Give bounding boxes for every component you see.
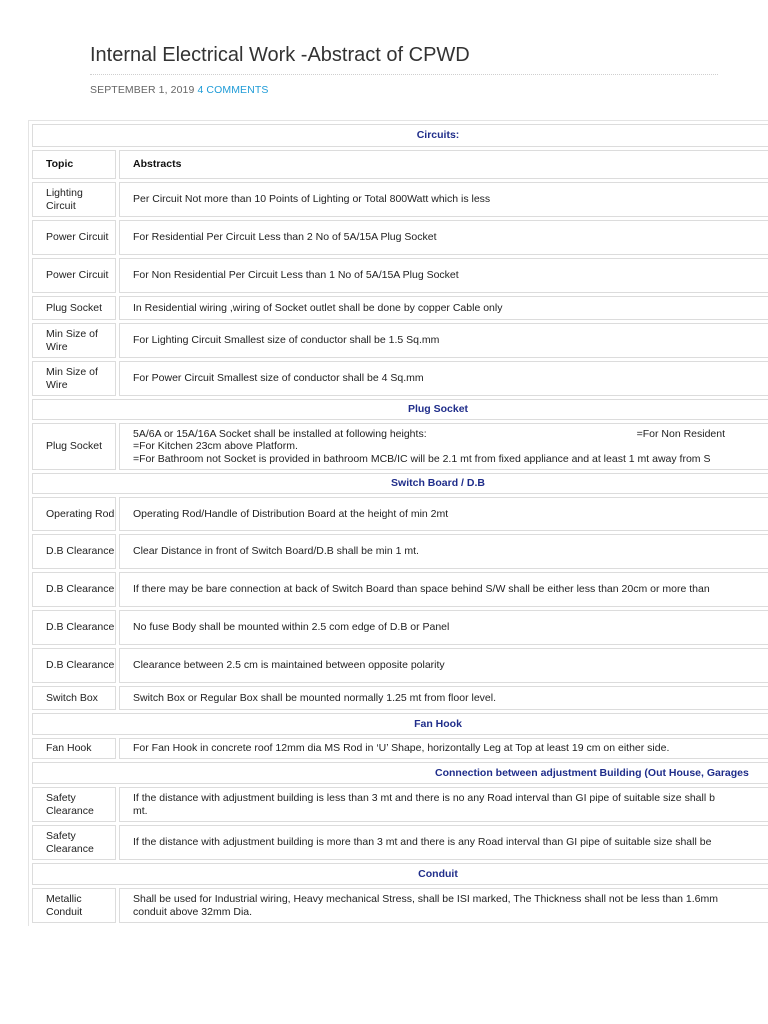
abstract-line: If the distance with adjustment building is less than 3 mt and there is no any Road interval than GI pipe of suitable size shall b bbox=[133, 792, 715, 804]
section-heading-circuits: Circuits: bbox=[32, 124, 768, 147]
table-row bbox=[32, 323, 768, 358]
table-row bbox=[32, 686, 768, 710]
row-topic: Min Size of Wire bbox=[32, 361, 116, 396]
abstract-line: mt. bbox=[133, 804, 148, 817]
row-topic: Metallic Conduit bbox=[32, 888, 116, 923]
section-row bbox=[32, 762, 768, 784]
table-row bbox=[32, 423, 768, 470]
post-meta bbox=[90, 84, 268, 96]
row-topic: Power Circuit bbox=[32, 220, 116, 255]
row-abstract: No fuse Body shall be mounted within 2.5 com edge of D.B or Panel bbox=[119, 610, 768, 645]
row-topic: Min Size of Wire bbox=[32, 323, 116, 358]
table-row bbox=[32, 497, 768, 531]
section-row bbox=[32, 863, 768, 885]
row-abstract: For Lighting Circuit Smallest size of conductor shall be 1.5 Sq.mm bbox=[119, 323, 768, 358]
table-row bbox=[32, 361, 768, 396]
row-abstract: Switch Box or Regular Box shall be mounted normally 1.25 mt from floor level. bbox=[119, 686, 768, 710]
table-row bbox=[32, 534, 768, 569]
abstract-line: Shall be used for Industrial wiring, Heavy mechanical Stress, shall be ISI marked, The Thickness shall not be less than 1.6mm bbox=[133, 893, 718, 905]
row-abstract: For Fan Hook in concrete roof 12mm dia MS Rod in ‘U’ Shape, horizontally Leg at Top at least 19 cm on either side. bbox=[119, 738, 768, 759]
row-abstract: If there may be bare connection at back of Switch Board than space behind S/W shall be either less than 20cm or more than bbox=[119, 572, 768, 607]
row-abstract: For Residential Per Circuit Less than 2 No of 5A/15A Plug Socket bbox=[119, 220, 768, 255]
row-topic: Safety Clearance bbox=[32, 825, 116, 860]
row-abstract bbox=[119, 787, 768, 822]
comments-link[interactable]: 4 COMMENTS bbox=[197, 84, 269, 96]
abstract-line-text: 5A/6A or 15A/16A Socket shall be installed at following heights: bbox=[133, 427, 427, 440]
abstract-table-container bbox=[28, 120, 768, 926]
row-abstract: For Power Circuit Smallest size of conductor shall be 4 Sq.mm bbox=[119, 361, 768, 396]
post-title: Internal Electrical Work -Abstract of CPWD bbox=[90, 44, 470, 66]
row-topic: D.B Clearance bbox=[32, 534, 116, 569]
row-topic: Power Circuit bbox=[32, 258, 116, 293]
abstract-line: =For Bathroom not Socket is provided in bathroom MCB/IC will be 2.1 mt from fixed appliance and at least 1 mt away from S bbox=[133, 452, 711, 465]
row-abstract: In Residential wiring ,wiring of Socket outlet shall be done by copper Cable only bbox=[119, 296, 768, 320]
table-row bbox=[32, 296, 768, 320]
row-topic: Fan Hook bbox=[32, 738, 116, 759]
abstract-line: conduit above 32mm Dia. bbox=[133, 905, 253, 918]
row-topic: D.B Clearance bbox=[32, 572, 116, 607]
table-row bbox=[32, 572, 768, 607]
row-abstract bbox=[119, 888, 768, 923]
row-abstract: Clear Distance in front of Switch Board/D.B shall be min 1 mt. bbox=[119, 534, 768, 569]
section-heading-plug-socket: Plug Socket bbox=[32, 399, 768, 420]
abstract-line: =For Kitchen 23cm above Platform. bbox=[133, 440, 298, 453]
row-abstract: For Non Residential Per Circuit Less than 1 No of 5A/15A Plug Socket bbox=[119, 258, 768, 293]
table-row bbox=[32, 610, 768, 645]
section-heading-switch-board: Switch Board / D.B bbox=[32, 473, 768, 494]
table-row bbox=[32, 648, 768, 683]
table-row bbox=[32, 738, 768, 759]
table-header-row bbox=[32, 150, 768, 179]
table-row bbox=[32, 182, 768, 217]
table-row bbox=[32, 825, 768, 860]
title-divider bbox=[90, 74, 718, 75]
row-topic: Switch Box bbox=[32, 686, 116, 710]
row-topic: Operating Rod bbox=[32, 497, 116, 531]
row-abstract bbox=[119, 423, 768, 470]
section-row bbox=[32, 473, 768, 494]
table-row bbox=[32, 888, 768, 923]
abstract-line bbox=[133, 428, 768, 441]
table-row bbox=[32, 787, 768, 822]
column-header-abstracts: Abstracts bbox=[119, 150, 768, 179]
section-row bbox=[32, 124, 768, 147]
abstract-line-text: =For Non Resident bbox=[636, 427, 726, 440]
section-heading-fan-hook: Fan Hook bbox=[32, 713, 768, 735]
row-topic: Plug Socket bbox=[32, 296, 116, 320]
row-abstract: Clearance between 2.5 cm is maintained between opposite polarity bbox=[119, 648, 768, 683]
table-row bbox=[32, 220, 768, 255]
post-date: SEPTEMBER 1, 2019 bbox=[90, 84, 195, 96]
abstract-table bbox=[28, 120, 768, 926]
column-header-topic: Topic bbox=[32, 150, 116, 179]
row-topic: Plug Socket bbox=[32, 423, 116, 470]
row-topic: D.B Clearance bbox=[32, 610, 116, 645]
section-row bbox=[32, 399, 768, 420]
row-topic: D.B Clearance bbox=[32, 648, 116, 683]
row-abstract: If the distance with adjustment building is more than 3 mt and there is any Road interval than GI pipe of suitable size shall be bbox=[119, 825, 768, 860]
row-topic: Safety Clearance bbox=[32, 787, 116, 822]
row-abstract: Operating Rod/Handle of Distribution Board at the height of min 2mt bbox=[119, 497, 768, 531]
row-abstract: Per Circuit Not more than 10 Points of Lighting or Total 800Watt which is less bbox=[119, 182, 768, 217]
row-topic: Lighting Circuit bbox=[32, 182, 116, 217]
table-row bbox=[32, 258, 768, 293]
section-heading-conduit: Conduit bbox=[32, 863, 768, 885]
section-row bbox=[32, 713, 768, 735]
section-heading-connection: Connection between adjustment Building (Out House, Garages bbox=[32, 762, 768, 784]
